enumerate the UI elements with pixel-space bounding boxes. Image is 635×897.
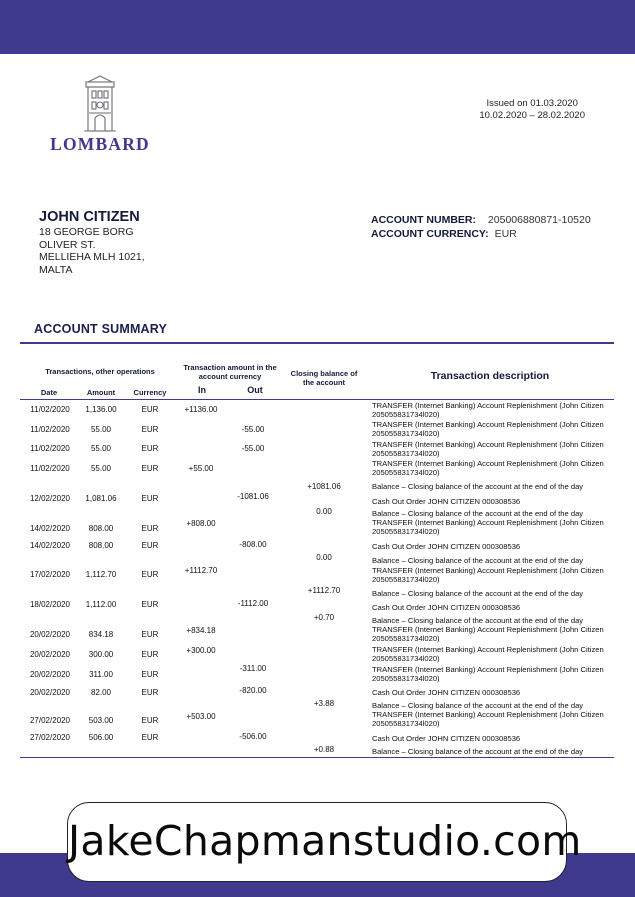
tx-description: Balance – Closing balance of the account at the end of the day (372, 616, 584, 625)
tx-currency: EUR (141, 405, 159, 414)
header-in: In (198, 385, 206, 395)
tx-in: +1136.00 (184, 405, 218, 414)
building-icon (80, 74, 120, 134)
header-closing-balance: Closing balance of the account (290, 369, 358, 387)
header-transaction-amount: Transaction amount in the account currency (183, 363, 277, 381)
address-line: 18 GEORGE BORG (39, 226, 134, 238)
closing-balance: +3.88 (313, 699, 335, 708)
tx-currency: EUR (141, 716, 159, 725)
tx-date: 14/02/2020 (29, 524, 71, 533)
tx-currency: EUR (141, 524, 159, 533)
tx-date: 14/02/2020 (29, 541, 71, 550)
tx-amount: 834.18 (88, 630, 114, 639)
closing-balance: 0.00 (316, 507, 332, 516)
tx-description: Cash Out Order JOHN CITIZEN 000308536 (372, 497, 521, 506)
tx-currency: EUR (141, 464, 159, 473)
tx-date: 20/02/2020 (29, 650, 71, 659)
account-currency-label: ACCOUNT CURRENCY: (371, 227, 489, 240)
closing-balance: 0.00 (316, 553, 332, 562)
tx-description: Cash Out Order JOHN CITIZEN 000308536 (372, 542, 521, 551)
tx-description: Cash Out Order JOHN CITIZEN 000308536 (372, 603, 521, 612)
tx-description: Balance – Closing balance of the account at the end of the day (372, 482, 584, 491)
tx-amount: 82.00 (90, 688, 112, 697)
tx-currency: EUR (141, 650, 159, 659)
closing-balance: +0.70 (313, 613, 335, 622)
account-number: 205006880871-10520 (487, 214, 591, 226)
section-divider (20, 342, 614, 344)
header-description: Transaction description (430, 370, 550, 382)
tx-currency: EUR (141, 541, 159, 550)
tx-amount: 300.00 (88, 650, 114, 659)
tx-amount: 55.00 (90, 425, 112, 434)
tx-amount: 503.00 (88, 716, 114, 725)
tx-out: -55.00 (241, 444, 265, 453)
tx-date: 11/02/2020 (30, 425, 70, 434)
address-line: MALTA (39, 263, 73, 276)
tx-in: +1112.70 (184, 566, 218, 575)
statement-dates (479, 98, 585, 122)
tx-description: TRANSFER (Internet Banking) Account Replenishment (John Citizen 205055831734l020) (372, 625, 604, 644)
header-amount: Amount (86, 388, 116, 397)
closing-balance: +1112.70 (307, 586, 341, 595)
tx-date: 20/02/2020 (29, 670, 71, 679)
tx-currency: EUR (141, 670, 159, 679)
statement-period: 10.02.2020 – 28.02.2020 (479, 110, 585, 121)
header-date: Date (40, 388, 58, 397)
tx-out: -1112.00 (237, 599, 269, 608)
tx-description: TRANSFER (Internet Banking) Account Replenishment (John Citizen 205055831734l020) (372, 645, 604, 664)
tx-date: 27/02/2020 (29, 716, 71, 725)
header-currency: Currency (133, 388, 167, 397)
tx-out: -311.00 (239, 664, 267, 673)
tx-description: TRANSFER (Internet Banking) Account Replenishment (John Citizen 205055831734l020) (372, 420, 604, 439)
tx-amount: 808.00 (88, 524, 114, 533)
account-number-label: ACCOUNT NUMBER: (371, 214, 476, 226)
tx-description: Cash Out Order JOHN CITIZEN 000308536 (372, 688, 521, 697)
tx-in: +808.00 (186, 519, 216, 528)
tx-amount: 506.00 (88, 733, 114, 742)
tx-amount: 1,081.06 (85, 494, 117, 503)
tx-date: 12/02/2020 (29, 494, 71, 503)
tx-date: 11/02/2020 (30, 464, 70, 473)
account-info (371, 214, 591, 241)
watermark-banner: JakeChapmanstudio.com (67, 802, 567, 882)
account-currency: EUR (494, 227, 517, 240)
tx-description: TRANSFER (Internet Banking) Account Replenishment (John Citizen 205055831734l020) (372, 665, 604, 684)
tx-description: Balance – Closing balance of the account at the end of the day (372, 509, 584, 518)
tx-out: -820.00 (239, 686, 267, 695)
tx-currency: EUR (141, 570, 159, 579)
tx-date: 17/02/2020 (29, 570, 71, 579)
tx-date: 20/02/2020 (29, 630, 71, 639)
tx-amount: 808.00 (88, 541, 114, 550)
tx-amount: 311.00 (89, 670, 113, 679)
tx-in: +300.00 (186, 646, 216, 655)
tx-description: TRANSFER (Internet Banking) Account Replenishment (John Citizen 205055831734l020) (372, 401, 604, 420)
tx-amount: 1,136.00 (85, 405, 117, 414)
table-bottom-divider (20, 757, 614, 758)
header-band (0, 0, 635, 54)
tx-amount: 1,112.00 (85, 600, 117, 609)
tx-description: Cash Out Order JOHN CITIZEN 000308536 (372, 734, 521, 743)
tx-description: Balance – Closing balance of the account at the end of the day (372, 556, 584, 565)
tx-amount: 55.00 (90, 444, 112, 453)
tx-out: -1081.06 (237, 492, 269, 501)
tx-amount: 1,112.70 (85, 570, 117, 579)
tx-in: +55.00 (188, 464, 214, 473)
tx-out: -55.00 (241, 425, 265, 434)
tx-description: TRANSFER (Internet Banking) Account Replenishment (John Citizen 205055831734l020) (372, 459, 604, 478)
tx-currency: EUR (141, 688, 159, 697)
tx-currency: EUR (141, 600, 159, 609)
header-transactions-group: Transactions, other operations (45, 367, 155, 376)
tx-description: Balance – Closing balance of the account at the end of the day (372, 701, 584, 710)
tx-description: TRANSFER (Internet Banking) Account Replenishment (John Citizen 205055831734l020) (372, 566, 604, 585)
tx-currency: EUR (141, 444, 159, 453)
closing-balance: +1081.06 (307, 482, 341, 491)
section-title: ACCOUNT SUMMARY (34, 322, 168, 336)
tx-currency: EUR (141, 733, 159, 742)
bank-logo (38, 72, 162, 156)
customer-name: JOHN CITIZEN (39, 209, 140, 225)
header-out: Out (247, 385, 263, 395)
customer-address (39, 226, 145, 276)
header-divider (20, 399, 614, 400)
tx-description: TRANSFER (Internet Banking) Account Replenishment (John Citizen 205055831734l020) (372, 518, 604, 537)
tx-currency: EUR (141, 494, 159, 503)
tx-currency: EUR (141, 630, 159, 639)
tx-in: +503.00 (186, 712, 216, 721)
bank-name: LOMBARD (50, 134, 150, 154)
tx-date: 11/02/2020 (30, 444, 70, 453)
tx-description: TRANSFER (Internet Banking) Account Replenishment (John Citizen 205055831734l020) (372, 710, 604, 729)
tx-date: 18/02/2020 (29, 600, 71, 609)
tx-date: 11/02/2020 (30, 405, 70, 414)
address-line: MELLIEHA MLH 1021, (39, 251, 145, 264)
tx-currency: EUR (141, 425, 159, 434)
address-line: OLIVER ST. (39, 238, 96, 251)
closing-balance: +0.88 (313, 745, 335, 754)
tx-description: Balance – Closing balance of the account at the end of the day (372, 589, 584, 598)
tx-date: 27/02/2020 (29, 733, 71, 742)
tx-date: 20/02/2020 (29, 688, 71, 697)
tx-amount: 55.00 (90, 464, 112, 473)
tx-out: -808.00 (239, 540, 267, 549)
tx-out: -506.00 (239, 732, 267, 741)
issued-date: Issued on 01.03.2020 (486, 98, 578, 109)
tx-in: +834.18 (186, 626, 216, 635)
tx-description: TRANSFER (Internet Banking) Account Replenishment (John Citizen 205055831734l020) (372, 440, 604, 459)
tx-description: Balance – Closing balance of the account at the end of the day (372, 747, 584, 756)
